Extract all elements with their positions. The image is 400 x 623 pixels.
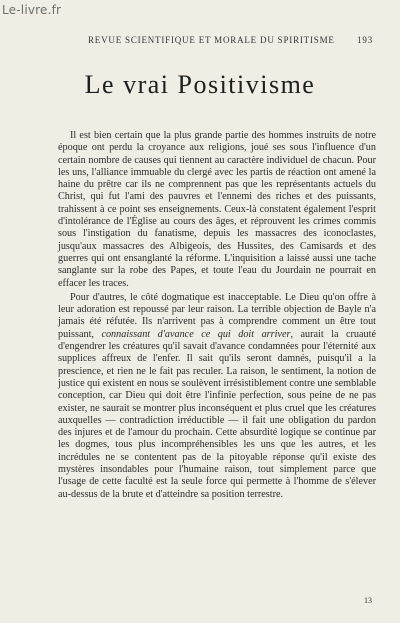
article-body [58,130,376,501]
running-head [88,35,373,45]
signature-mark: 13 [364,596,372,605]
paragraph-2-lead: Pour d'autres, le côté dogmatique est inacceptable. Le Dieu qu'on offre à leur adoration est repoussé par leur raison. La terrible objection de Bayle n'a jamais été réfutée. Ils n'arrivent pas à comprendre comment un être tout puissant, [58,291,376,340]
paragraph-2 [58,292,376,501]
journal-title: REVUE SCIENTIFIQUE ET MORALE DU SPIRITISME [88,35,335,45]
watermark-logo: Le-livre.fr [2,3,62,17]
page-number: 193 [357,35,373,45]
paragraph-2-emphasis: connaissant d'avance ce qui doit arriver [101,328,291,340]
paragraph-2-tail: , aurait la cruauté d'engendrer les créatures qu'il savait d'avance condamnées pour l'éternité aux supplices affreux de l'enfer. Il sait qu'ils seront damnés, puisqu'il a la prescience, et rien ne le fait pas reculer. La raison, le sentiment, la notion de justice qui existent en nous se soulèvent irrésistiblement contre une semblable conception, car Dieu qui doit être l'infinie perfection, sous peine de ne pas exister, ne saurait se montrer plus inconséquent et plus cruel que les créatures auxquelles — contradiction irréductible — il fait une obligation du pardon des injures et de l'amour du prochain. Cette absurdité logique se continue par les dogmes, tous plus incompréhensibles les uns que les autres, et les incrédules ne se contentent pas de la pitoyable réponse qu'il existe des mystères insondables pour l'humaine raison, tout simplement parce que l'usage de cette faculté est la seule force qui permette à l'homme de s'élever au-dessus de la brute et d'atteindre sa position terrestre. [58,328,376,500]
article-title: Le vrai Positivisme [84,70,316,99]
paragraph-1: Il est bien certain que la plus grande partie des hommes instruits de notre époque ont perdu la croyance aux religions, joué ses sous l'influence d'un certain nombre de causes qui tiennent au caractère individuel de chacun. Pour les uns, l'alliance immuable du clergé avec les partis de réaction ont amené la haine du prêtre car ils ne comprennent pas que les représentants actuels du Christ, qui fut l'ami des pauvres et l'ennemi des riches et des puissants, trahissent à ce point ses enseignements. Ceux-là constatent également l'esprit d'intolérance de l'Église au cours des âges, et réprouvent les crimes commis sous l'instigation du fanatisme, depuis les massacres des iconoclastes, jusqu'aux massacres des Albigeois, des Hussites, des Camisards et des guerres qui ont ensanglanté la réforme. L'inquisition a laissé aussi une tache sanglante sur la robe des Papes, et toute l'eau du Jourdain ne pourrait en effacer les traces. [58,130,376,289]
